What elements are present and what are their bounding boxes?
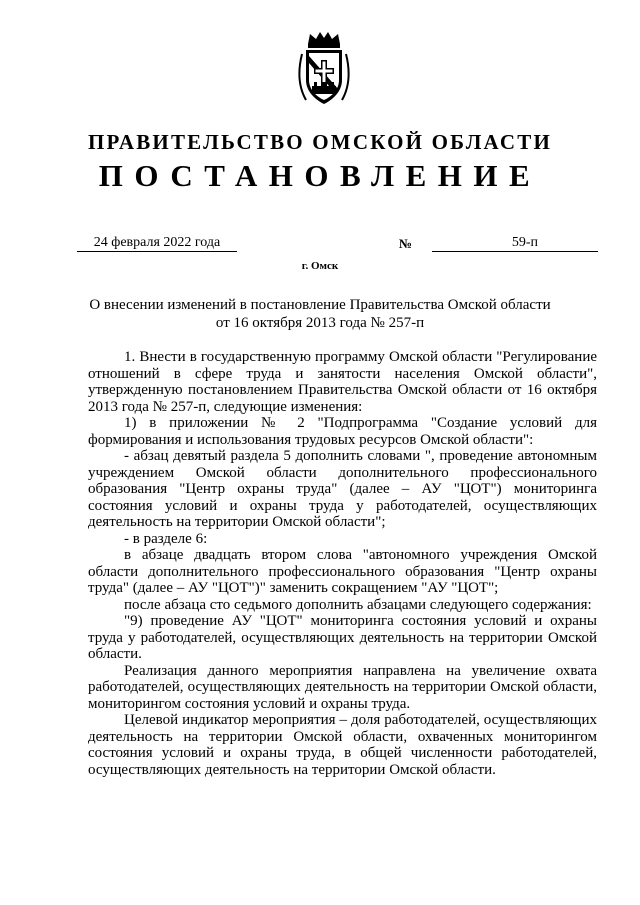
government-title: ПРАВИТЕЛЬСТВО ОМСКОЙ ОБЛАСТИ <box>87 130 552 154</box>
omsk-coat-of-arms-icon <box>296 30 352 106</box>
document-body <box>88 349 597 778</box>
body-paragraph: 1) в приложении № 2 "Подпрограмма "Создание условий для формирования и использования трудовых ресурсов Омской области": <box>88 415 597 448</box>
document-city: г. Омск <box>301 260 339 272</box>
body-paragraph: "9) проведение АУ "ЦОТ" мониторинга состояния условий и охраны труда у работодателей, осуществляющих деятельность на территории Омской области. <box>88 613 597 662</box>
body-paragraph: в абзаце двадцать втором слова "автономного учреждения Омской области дополнительного профессионального образования "Центр охраны труда" (далее – АУ "ЦОТ")" заменить сокращением "АУ "ЦОТ"; <box>88 547 597 596</box>
document-date: 24 февраля 2022 года <box>77 234 237 252</box>
document-subject <box>0 296 640 332</box>
body-paragraph: - абзац девятый раздела 5 дополнить словами ", проведение автономным учреждением Омской области дополнительного профессионального образования "Центр охраны труда" (далее – АУ "ЦОТ") мониторинга состояния условий и охраны труда у работодателей, осуществляющих деятельность на территории Омской области"; <box>88 448 597 530</box>
subject-line: О внесении изменений в постановление Правительства Омской области <box>89 297 551 313</box>
body-paragraph: - в разделе 6: <box>124 530 208 547</box>
body-paragraph: 1. Внести в государственную программу Омской области "Регулирование отношений в сфере труда и занятости населения Омской области", утвержденную постановлением Правительства Омской области от 16 октября 2013 года № 257-п, следующие изменения: <box>88 349 597 415</box>
body-paragraph: Реализация данного мероприятия направлена на увеличение охвата работодателей, осуществляющих деятельность на территории Омской области, мониторингом состояния условий и охраны труда. <box>88 662 597 712</box>
body-paragraph: после абзаца сто седьмого дополнить абзацами следующего содержания: <box>124 596 592 613</box>
body-paragraph: Целевой индикатор мероприятия – доля работодателей, осуществляющих деятельность на территории Омской области, охваченных мониторингом состояния условий и охраны труда, в общей численности работодателей, осуществляющих деятельность на территории Омской области. <box>88 712 597 778</box>
document-type-title: ПОСТАНОВЛЕНИЕ <box>98 158 542 193</box>
subject-line: от 16 октября 2013 года № 257-п <box>215 315 425 331</box>
number-sign: № <box>399 236 413 251</box>
document-number: 59-п <box>432 234 598 252</box>
